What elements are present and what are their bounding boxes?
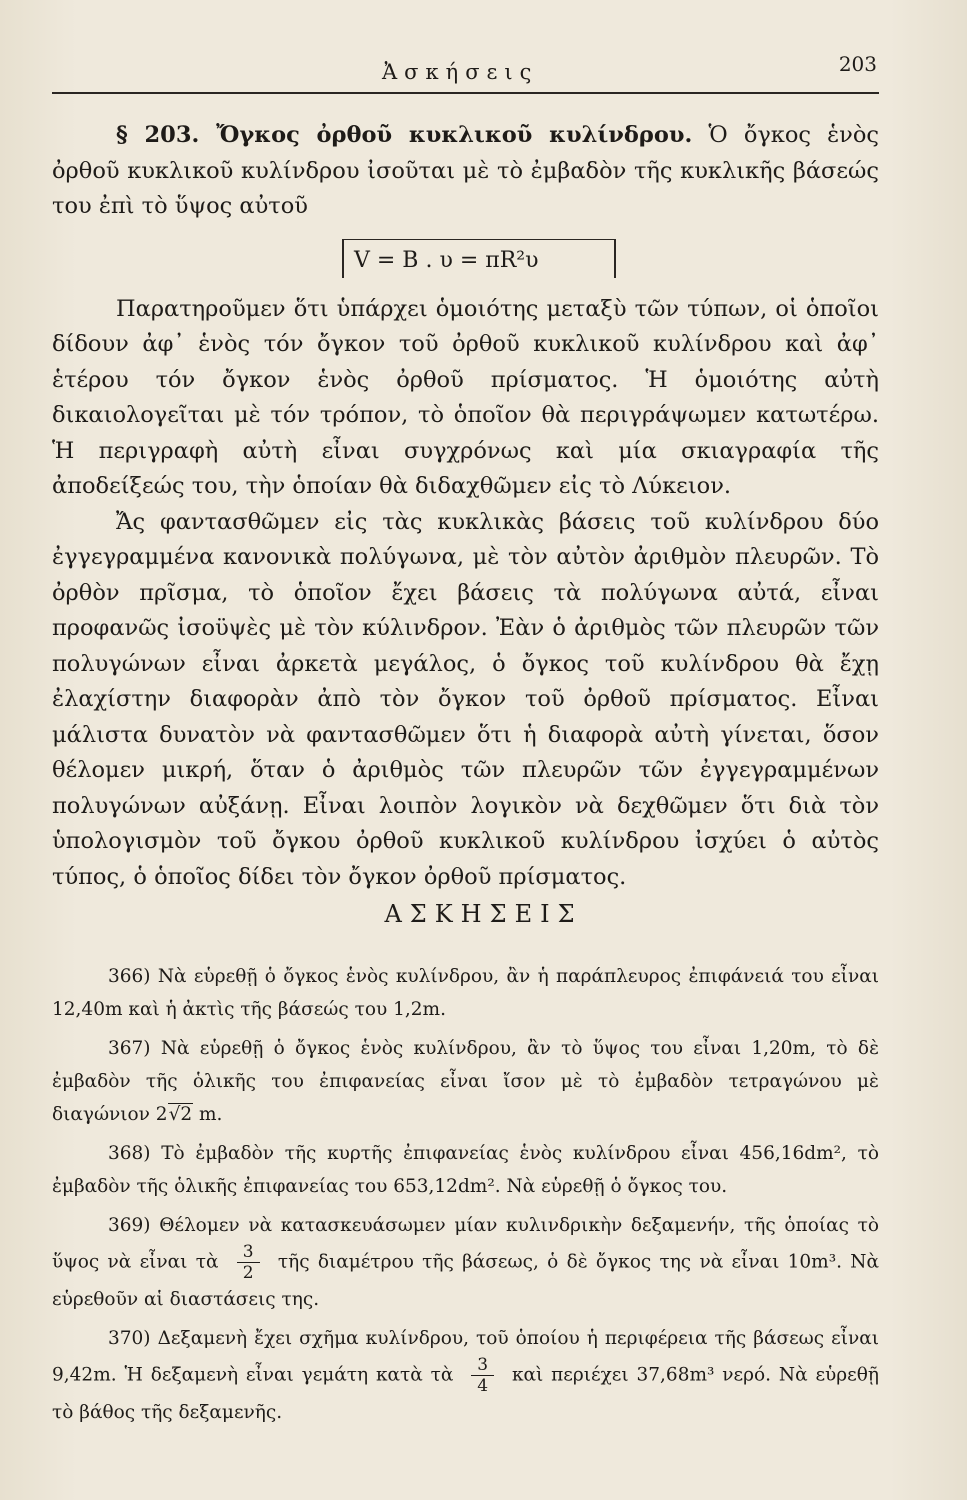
exercise-366: 366) Νὰ εὑρεθῇ ὁ ὄγκος ἑνὸς κυλίνδρου, ἂν ἡ παράπλευρος ἐπιφάνειά του εἶναι 12,40m καὶ ἡ ἀκτὶς τῆς βάσεώς του 1,2m. — [52, 966, 879, 1020]
running-title: Ἀσκήσεις — [382, 60, 539, 84]
paragraph-similarity: Παρατηροῦμεν ὅτι ὑπάρχει ὁμοιότης μεταξὺ τῶν τύπων, οἱ ὁποῖοι δίδουν ἀφ᾽ ἑνὸς τόν ὄγκον τοῦ ὀρθοῦ κυκλικοῦ κυλίνδρου καὶ ἀφ᾽ ἑτέρου τόν ὄγκον ἑνὸς ὀρθοῦ πρίσματος. Ἡ ὁμοιότης αὐτὴ δικαιολογεῖται μὲ τόν τρόπον, τὸ ὁποῖον θὰ περιγράψωμεν κατωτέρω. Ἡ περιγραφὴ αὐτὴ εἶναι συγχρόνως καὶ μία σκιαγραφία τῆς ἀποδείξεώς του, τὴν ὁποίαν θὰ διδαχθῶμεν εἰς τὸ Λύκειον. — [52, 295, 879, 499]
fraction-denominator: 4 — [477, 1376, 489, 1396]
exercise-list — [52, 960, 879, 1435]
exercise-370 — [52, 1322, 879, 1429]
exercise-367-unit: m. — [193, 1104, 223, 1125]
exercise-367 — [52, 1032, 879, 1131]
sqrt-symbol: √2 — [168, 1104, 193, 1125]
fraction-3-4 — [471, 1355, 494, 1396]
fraction-3-2 — [237, 1242, 260, 1283]
paragraph-explanation: Ἄς φαντασθῶμεν εἰς τὰς κυκλικὰς βάσεις τοῦ κυλίνδρου δύο ἐγγεγραμμένα κανονικὰ πολύγωνα, μὲ τὸν αὐτὸν ἀριθμὸν πλευρῶν. Τὸ ὀρθὸν πρῖσμα, τὸ ὁποῖον ἔχει βάσεις τὰ πολύγωνα αὐτά, εἶναι προφανῶς ἰσοϋψὲς μὲ τὸν κύλινδρον. Ἐὰν ὁ ἀριθμὸς τῶν πλευρῶν τῶν πολυγώνων εἶναι ἀρκετὰ μεγάλος, ὁ ὄγκος τοῦ κυλίνδρου θὰ ἔχῃ ἐλαχίστην διαφορὰν ἀπὸ τὸν ὄγκον τοῦ ὀρθοῦ πρίσματος. Εἶναι μάλιστα δυνατὸν νὰ φαντασθῶμεν ὅτι ἡ διαφορὰ αὐτὴ γίνεται, ὅσον θέλομεν μικρή, ὅταν ὁ ἀριθμὸς τῶν πλευρῶν τῶν ἐγγεγραμμένων πολυγώνων αὐξάνῃ. Εἶναι λοιπὸν λογικὸν νὰ δεχθῶμεν ὅτι διὰ τὸν ὑπολογισμὸν τοῦ ὄγκου ὀρθοῦ κυκλικοῦ κυλίνδρου ἰσχύει ὁ αὐτὸς τύπος, ὁ ὁποῖος δίδει τὸν ὄγκον ὀρθοῦ πρίσματος. — [52, 508, 879, 890]
fraction-numerator: 3 — [237, 1242, 260, 1263]
volume-formula: V = B . υ = πR²υ — [342, 239, 616, 278]
fraction-denominator: 2 — [242, 1263, 254, 1283]
exercises-heading: ΑΣΚΗΣΕΙΣ — [384, 900, 583, 928]
exercise-368: 368) Τὸ ἐμβαδὸν τῆς κυρτῆς ἐπιφανείας ἑνὸς κυλίνδρου εἶναι 456,16dm², τὸ ἐμβαδὸν τῆς ὁλικῆς ἐπιφανείας του 653,12dm². Νὰ εὑρεθῇ ὁ ὄγκος του. — [52, 1143, 879, 1197]
fraction-numerator: 3 — [471, 1355, 494, 1376]
section-body — [52, 118, 879, 895]
exercise-367-text: 367) Νὰ εὑρεθῇ ὁ ὄγκος ἑνὸς κυλίνδρου, ἂν τὸ ὕψος του εἶναι 1,20m, τὸ δὲ ἐμβαδὸν τῆς ὁλικῆς του ἐπιφανείας εἶναι ἴσον μὲ τὸ ἐμβαδὸν τετραγώνου μὲ διαγώνιον 2 — [52, 1038, 879, 1125]
section-intro: Ὁ ὄγκος ἑνὸς ὀρθοῦ κυκλικοῦ κυλίνδρου ἰσοῦται μὲ τὸ ἐμβαδὸν τῆς κυκλικῆς βάσεώς του ἐπὶ τὸ ὕψος αὐτοῦ — [52, 122, 879, 219]
section-intro-paragraph — [52, 118, 879, 225]
page-number: 203 — [838, 52, 877, 76]
exercise-369 — [52, 1209, 879, 1316]
exercise-370-text-a: 370) Δεξαμενὴ ἔχει σχῆμα κυλίνδρου, τοῦ ὁποίου ἡ περιφέρεια τῆς βάσεως εἶναι 9,42m. Ἡ δεξαμενὴ εἶναι γεμάτη κατὰ τὰ — [52, 1328, 879, 1386]
exercise-369-text-a: 369) Θέλομεν νὰ κατασκευάσωμεν μίαν κυλινδρικὴν δεξαμενήν, τῆς ὁποίας τὸ ὕψος νὰ εἶναι τὰ — [52, 1215, 879, 1273]
exercise-370-text-b: καὶ περιέχει 37,68m³ νερό. Νὰ εὑρεθῇ τὸ βάθος τῆς δεξαμενῆς. — [52, 1364, 879, 1423]
section-heading: § 203. Ὄγκος ὀρθοῦ κυκλικοῦ κυλίνδρου. — [116, 122, 693, 148]
page-header — [52, 48, 879, 94]
exercise-369-text-b: τῆς διαμέτρου τῆς βάσεως, ὁ δὲ ὄγκος της νὰ εἶναι 10m³. Νὰ εὑρεθοῦν αἱ διαστάσεις της. — [52, 1251, 879, 1310]
